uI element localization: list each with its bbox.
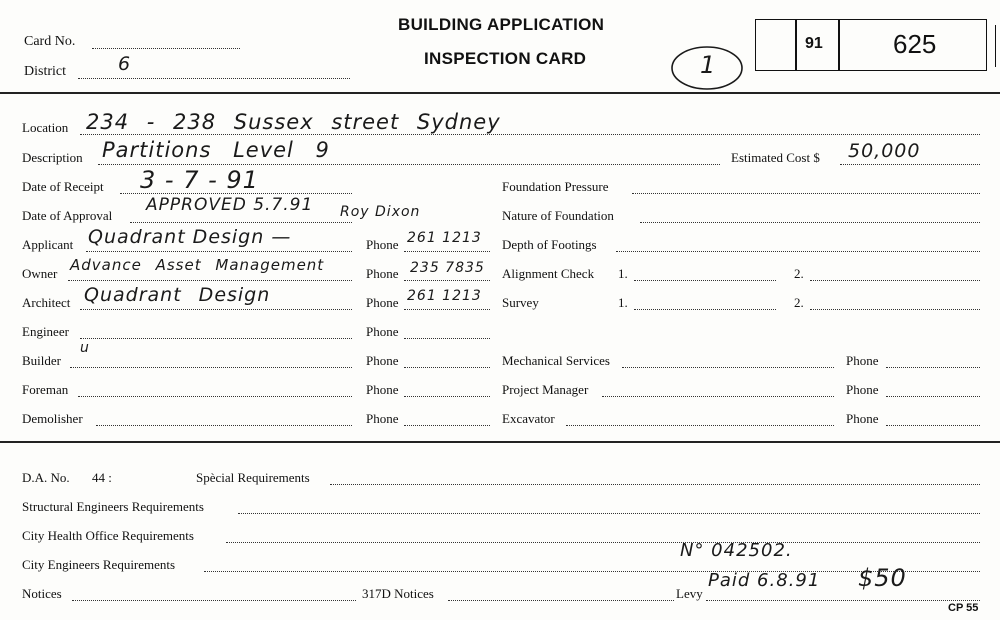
project-manager-phone-label: Phone (846, 382, 879, 397)
architect-value: Quadrant Design (84, 284, 271, 306)
nature-foundation-label: Nature of Foundation (502, 208, 614, 223)
district-value: 6 (118, 53, 132, 75)
demolisher-phone-field[interactable] (404, 425, 490, 426)
project-manager-phone-field[interactable] (886, 396, 980, 397)
description-field[interactable] (98, 164, 720, 165)
box-divider (838, 19, 840, 71)
project-manager-field[interactable] (602, 396, 834, 397)
owner-value: Advance Asset Management (70, 256, 325, 274)
builder-phone-label: Phone (366, 353, 399, 368)
box-year: 91 (805, 35, 823, 52)
applicant-phone-label: Phone (366, 237, 399, 252)
applicant-note: Roy Dixon (340, 204, 421, 220)
survey-field-1[interactable] (634, 309, 776, 310)
architect-phone-label: Phone (366, 295, 399, 310)
architect-phone: 261 1213 (407, 288, 482, 304)
structural-field[interactable] (238, 513, 980, 514)
survey-field-2[interactable] (810, 309, 980, 310)
applicant-phone-field[interactable] (404, 251, 490, 252)
owner-phone-label: Phone (366, 266, 399, 281)
location-value: 234 - 238 Sussex street Sydney (86, 110, 501, 134)
estimated-cost-field[interactable] (840, 164, 980, 165)
notices-field[interactable] (72, 600, 356, 601)
foundation-pressure-label: Foundation Pressure (502, 179, 609, 194)
section-rule (0, 441, 1000, 443)
mechanical-phone-label: Phone (846, 353, 879, 368)
card-no-label: Card No. (24, 34, 76, 49)
excavator-phone-field[interactable] (886, 425, 980, 426)
date-approval-label: Date of Approval (22, 208, 113, 223)
excavator-phone-label: Phone (846, 411, 879, 426)
special-requirements-label: Spècial Requirements (196, 470, 310, 485)
survey-num1: 1. (618, 295, 628, 310)
engineer-field[interactable] (80, 338, 352, 339)
mechanical-field[interactable] (622, 367, 834, 368)
architect-label: Architect (22, 295, 71, 310)
description-label: Description (22, 150, 83, 165)
demolisher-phone-label: Phone (366, 411, 399, 426)
description-value: Partitions Level 9 (102, 138, 330, 162)
mechanical-label: Mechanical Services (502, 353, 610, 368)
excavator-label: Excavator (502, 411, 555, 426)
demolisher-field[interactable] (96, 425, 352, 426)
survey-num2: 2. (794, 295, 804, 310)
location-label: Location (22, 120, 69, 135)
alignment-num1: 1. (618, 266, 628, 281)
box-number: 625 (893, 29, 937, 59)
builder-value: u (80, 340, 90, 356)
owner-label: Owner (22, 266, 58, 281)
form-title-line2: INSPECTION CARD (424, 49, 587, 68)
receipt-number: N° 042502. (680, 540, 793, 561)
engineer-phone-label: Phone (366, 324, 399, 339)
structural-label: Structural Engineers Requirements (22, 499, 204, 514)
da-no-value: 44 : (92, 470, 112, 485)
district-label: District (24, 64, 66, 79)
notices-317d-label: 317D Notices (362, 586, 434, 601)
demolisher-label: Demolisher (22, 411, 83, 426)
levy-amount: $50 (858, 564, 907, 592)
estimated-cost-value: 50,000 (848, 140, 921, 162)
foreman-phone-label: Phone (366, 382, 399, 397)
foundation-pressure-field[interactable] (632, 193, 980, 194)
form-title-line1: BUILDING APPLICATION (398, 15, 605, 34)
circled-number: 1 (700, 51, 717, 79)
levy-field[interactable] (706, 600, 980, 601)
card-number-box (755, 19, 987, 71)
card-no-field[interactable] (92, 48, 240, 49)
alignment-check-field-1[interactable] (634, 280, 776, 281)
edge-mark (995, 25, 1000, 67)
box-divider (795, 19, 797, 71)
header-rule (0, 92, 1000, 94)
mechanical-phone-field[interactable] (886, 367, 980, 368)
survey-label: Survey (502, 295, 539, 310)
district-field[interactable] (78, 78, 350, 79)
applicant-label: Applicant (22, 237, 74, 252)
architect-phone-field[interactable] (404, 309, 490, 310)
owner-phone: 235 7835 (410, 260, 485, 276)
alignment-check-label: Alignment Check (502, 266, 595, 281)
notices-label: Notices (22, 586, 62, 601)
da-no-label: D.A. No. (22, 470, 70, 485)
foreman-field[interactable] (78, 396, 352, 397)
health-field[interactable] (226, 542, 980, 543)
builder-label: Builder (22, 353, 61, 368)
builder-field[interactable] (70, 367, 352, 368)
foreman-label: Foreman (22, 382, 69, 397)
project-manager-label: Project Manager (502, 382, 589, 397)
applicant-phone: 261 1213 (407, 230, 482, 246)
engineer-label: Engineer (22, 324, 69, 339)
owner-phone-field[interactable] (404, 280, 490, 281)
date-receipt-value: 3 - 7 - 91 (140, 166, 259, 194)
engineer-phone-field[interactable] (404, 338, 490, 339)
notices-317d-field[interactable] (448, 600, 674, 601)
depth-footings-label: Depth of Footings (502, 237, 597, 252)
nature-foundation-field[interactable] (640, 222, 980, 223)
estimated-cost-label: Estimated Cost $ (731, 150, 820, 165)
levy-label: Levy (676, 586, 703, 601)
location-field[interactable] (80, 134, 980, 135)
applicant-value: Quadrant Design — (88, 226, 292, 248)
date-receipt-label: Date of Receipt (22, 179, 104, 194)
health-label: City Health Office Requirements (22, 528, 194, 543)
depth-footings-field[interactable] (616, 251, 980, 252)
form-code: CP 55 (948, 602, 979, 614)
excavator-field[interactable] (566, 425, 834, 426)
date-approval-value: APPROVED 5.7.91 (146, 195, 314, 215)
date-approval-field[interactable] (130, 222, 352, 223)
alignment-check-field-2[interactable] (810, 280, 980, 281)
owner-field[interactable] (68, 280, 352, 281)
applicant-field[interactable] (86, 251, 352, 252)
levy-paid-value: Paid 6.8.91 (708, 570, 821, 591)
alignment-num2: 2. (794, 266, 804, 281)
architect-field[interactable] (80, 309, 352, 310)
city-engineers-label: City Engineers Requirements (22, 557, 176, 572)
special-requirements-field[interactable] (330, 484, 980, 485)
builder-phone-field[interactable] (404, 367, 490, 368)
foreman-phone-field[interactable] (404, 396, 490, 397)
